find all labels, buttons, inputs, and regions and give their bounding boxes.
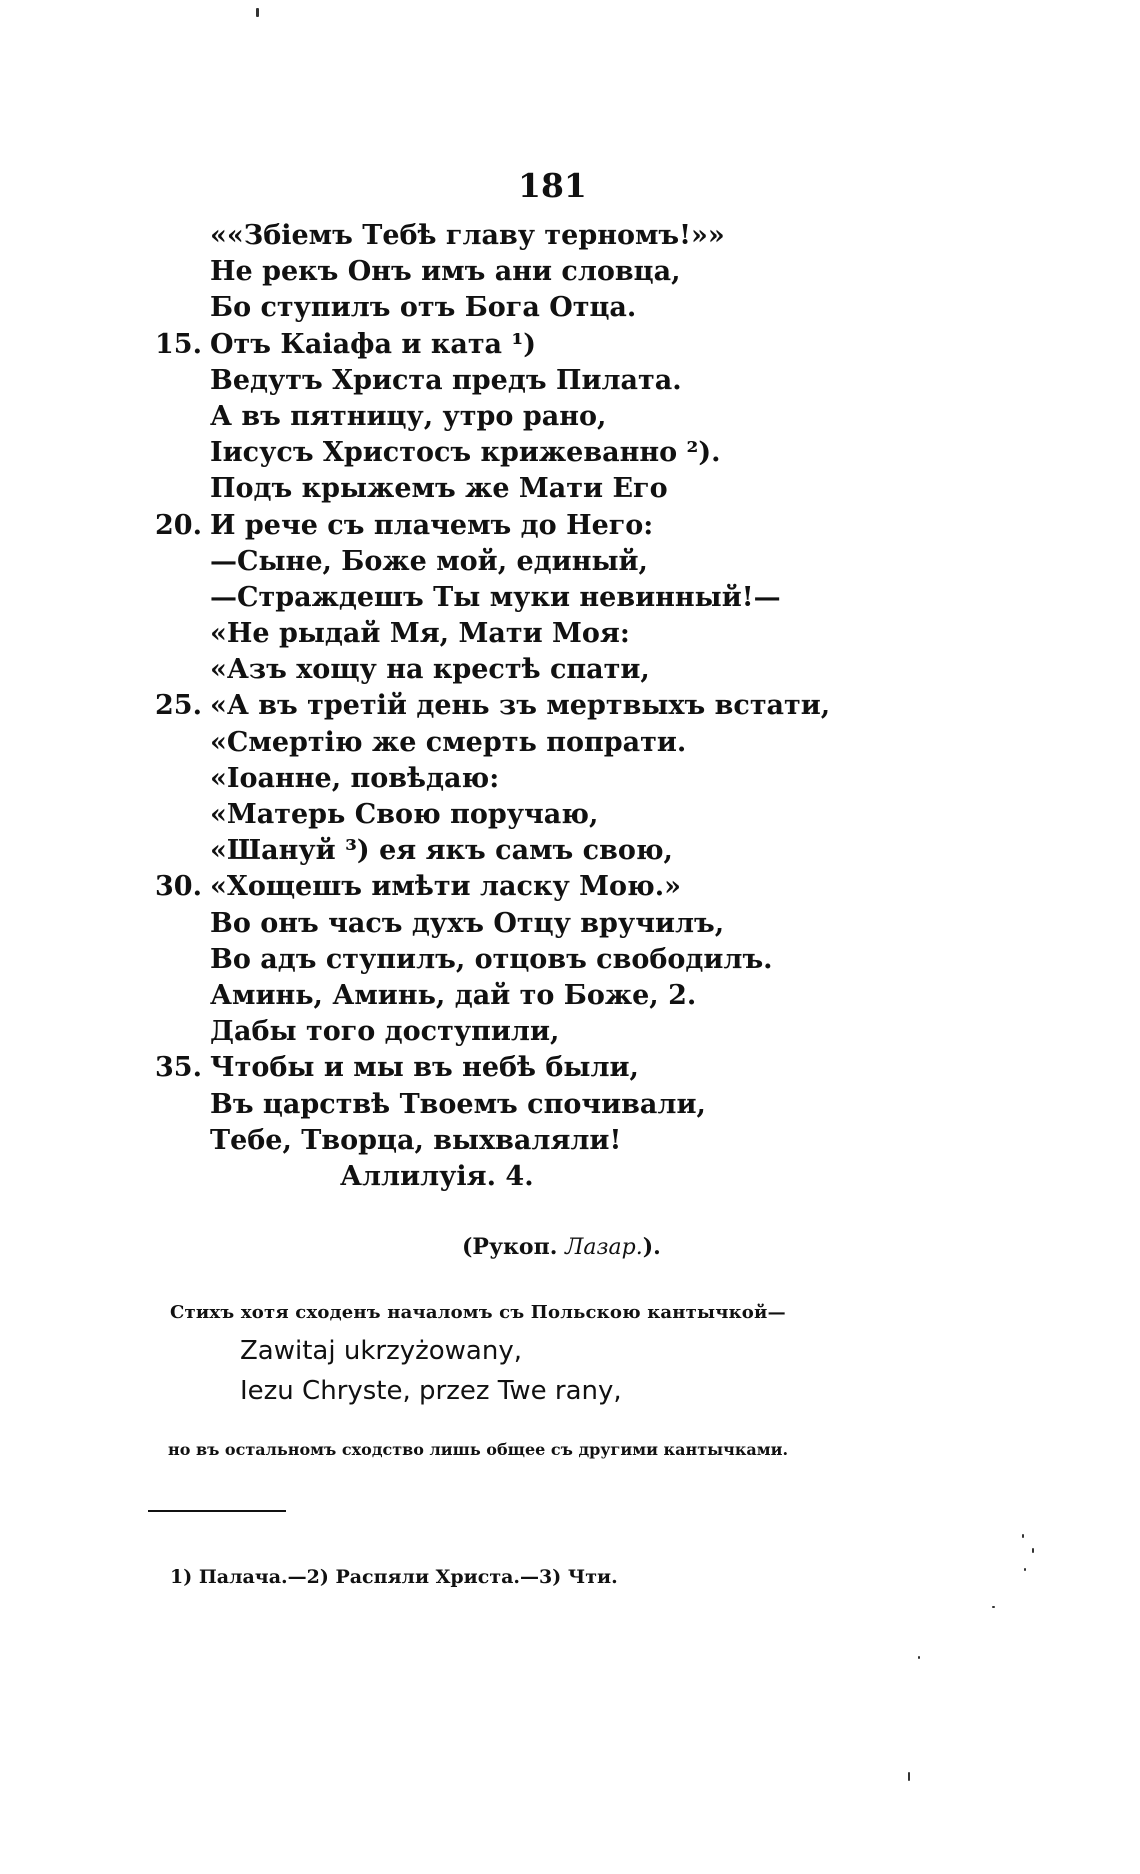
scan-speck	[992, 1606, 995, 1608]
note-intro: Стихъ хотя сходенъ началомъ съ Польскою кантычкой—	[170, 1302, 786, 1323]
poem-line	[150, 978, 950, 1014]
source-open: (Рукоп.	[462, 1234, 558, 1260]
line-text: «Не рыдай Мя, Мати Моя:	[210, 618, 630, 650]
line-text: —Сыне, Боже мой, единый,	[210, 545, 648, 577]
poem-line	[150, 906, 950, 942]
poem-line	[150, 1050, 950, 1086]
line-text: Подъ крыжемъ же Мати Его	[210, 473, 668, 505]
line-text: Во онъ часъ духъ Отцу вручилъ,	[210, 907, 725, 939]
poem-line	[150, 544, 950, 580]
line-text: А въ пятницу, утро рано,	[210, 400, 607, 432]
line-text: «А въ третій день зъ мертвыхъ встати,	[210, 690, 831, 722]
scan-speck	[256, 8, 259, 17]
poem-line	[150, 254, 950, 290]
poem-line	[150, 1014, 950, 1050]
line-text: «Іоанне, повѣдаю:	[210, 762, 500, 794]
scan-speck	[918, 1656, 920, 1659]
footnote-divider	[148, 1510, 286, 1512]
line-text: Аминь, Аминь, дай то Боже, 2.	[210, 979, 697, 1011]
line-text: И рече съ плачемъ до Него:	[210, 509, 654, 541]
poem-line	[150, 942, 950, 978]
line-number: 35.	[155, 1052, 202, 1084]
polish-quote-line: Zawitaj ukrzyżowany,	[240, 1336, 522, 1366]
scan-speck	[1022, 1534, 1024, 1538]
line-text: Бо ступилъ отъ Бога Отца.	[210, 292, 637, 324]
poem-line	[150, 1159, 950, 1195]
poem-text	[150, 218, 950, 1195]
line-number: 15.	[155, 328, 202, 360]
line-number: 30.	[155, 871, 202, 903]
line-text: ««Збіемъ Тебѣ главу терномъ!»»	[210, 220, 725, 251]
poem-line	[150, 797, 950, 833]
line-text: Тебе, Творца, выхваляли!	[210, 1124, 622, 1156]
line-text: «Шануй ³) ея якъ самъ свою,	[210, 835, 673, 867]
source-name: Лазар.	[565, 1235, 643, 1260]
poem-line	[150, 688, 950, 724]
line-text: «Смертію же смерть попрати.	[210, 726, 687, 758]
line-text: Въ царствѣ Твоемъ спочивали,	[210, 1088, 706, 1120]
line-text: Аллилуія. 4.	[340, 1160, 534, 1192]
line-text: —Страждешъ Ты муки невинный!—	[210, 581, 781, 613]
line-text: Іисусъ Христосъ крижеванно ²).	[210, 437, 721, 469]
note-outro: но въ остальномъ сходство лишь общее съ другими кантычками.	[168, 1440, 789, 1459]
poem-line	[150, 869, 950, 905]
line-text: Во адъ ступилъ, отцовъ свободилъ.	[210, 943, 773, 975]
line-number: 20.	[155, 509, 202, 541]
poem-line	[150, 218, 950, 254]
line-text: Не рекъ Онъ имъ ани словца,	[210, 256, 681, 288]
scan-speck	[1024, 1568, 1026, 1571]
page-number: 181	[518, 166, 587, 205]
line-text: Ведутъ Христа предъ Пилата.	[210, 364, 682, 396]
poem-line	[150, 725, 950, 761]
line-text: Чтобы и мы въ небѣ были,	[210, 1052, 639, 1084]
poem-line	[150, 652, 950, 688]
line-text: Отъ Каіафа и ката ¹)	[210, 328, 537, 360]
poem-line	[150, 399, 950, 435]
poem-line	[150, 580, 950, 616]
poem-line	[150, 290, 950, 326]
poem-line	[150, 761, 950, 797]
scan-speck	[908, 1772, 910, 1781]
poem-line	[150, 327, 950, 363]
source-citation	[462, 1234, 661, 1260]
poem-line	[150, 616, 950, 652]
line-text: Дабы того доступили,	[210, 1016, 560, 1048]
scan-speck	[1032, 1548, 1034, 1553]
footnotes: 1) Палача.—2) Распяли Христа.—3) Чти.	[170, 1566, 618, 1588]
polish-quote-line: Iezu Chryste, przez Twe rany,	[240, 1376, 622, 1406]
poem-line	[150, 1087, 950, 1123]
line-number: 25.	[155, 690, 202, 722]
line-text: «Матерь Свою поручаю,	[210, 799, 599, 830]
line-text: «Хощешъ имѣти ласку Мою.»	[210, 871, 681, 903]
poem-line	[150, 508, 950, 544]
poem-line	[150, 471, 950, 507]
line-text: «Азъ хощу на крестѣ спати,	[210, 654, 650, 686]
source-close: ).	[642, 1234, 661, 1260]
poem-line	[150, 833, 950, 869]
poem-line	[150, 1123, 950, 1159]
poem-line	[150, 363, 950, 399]
poem-line	[150, 435, 950, 471]
